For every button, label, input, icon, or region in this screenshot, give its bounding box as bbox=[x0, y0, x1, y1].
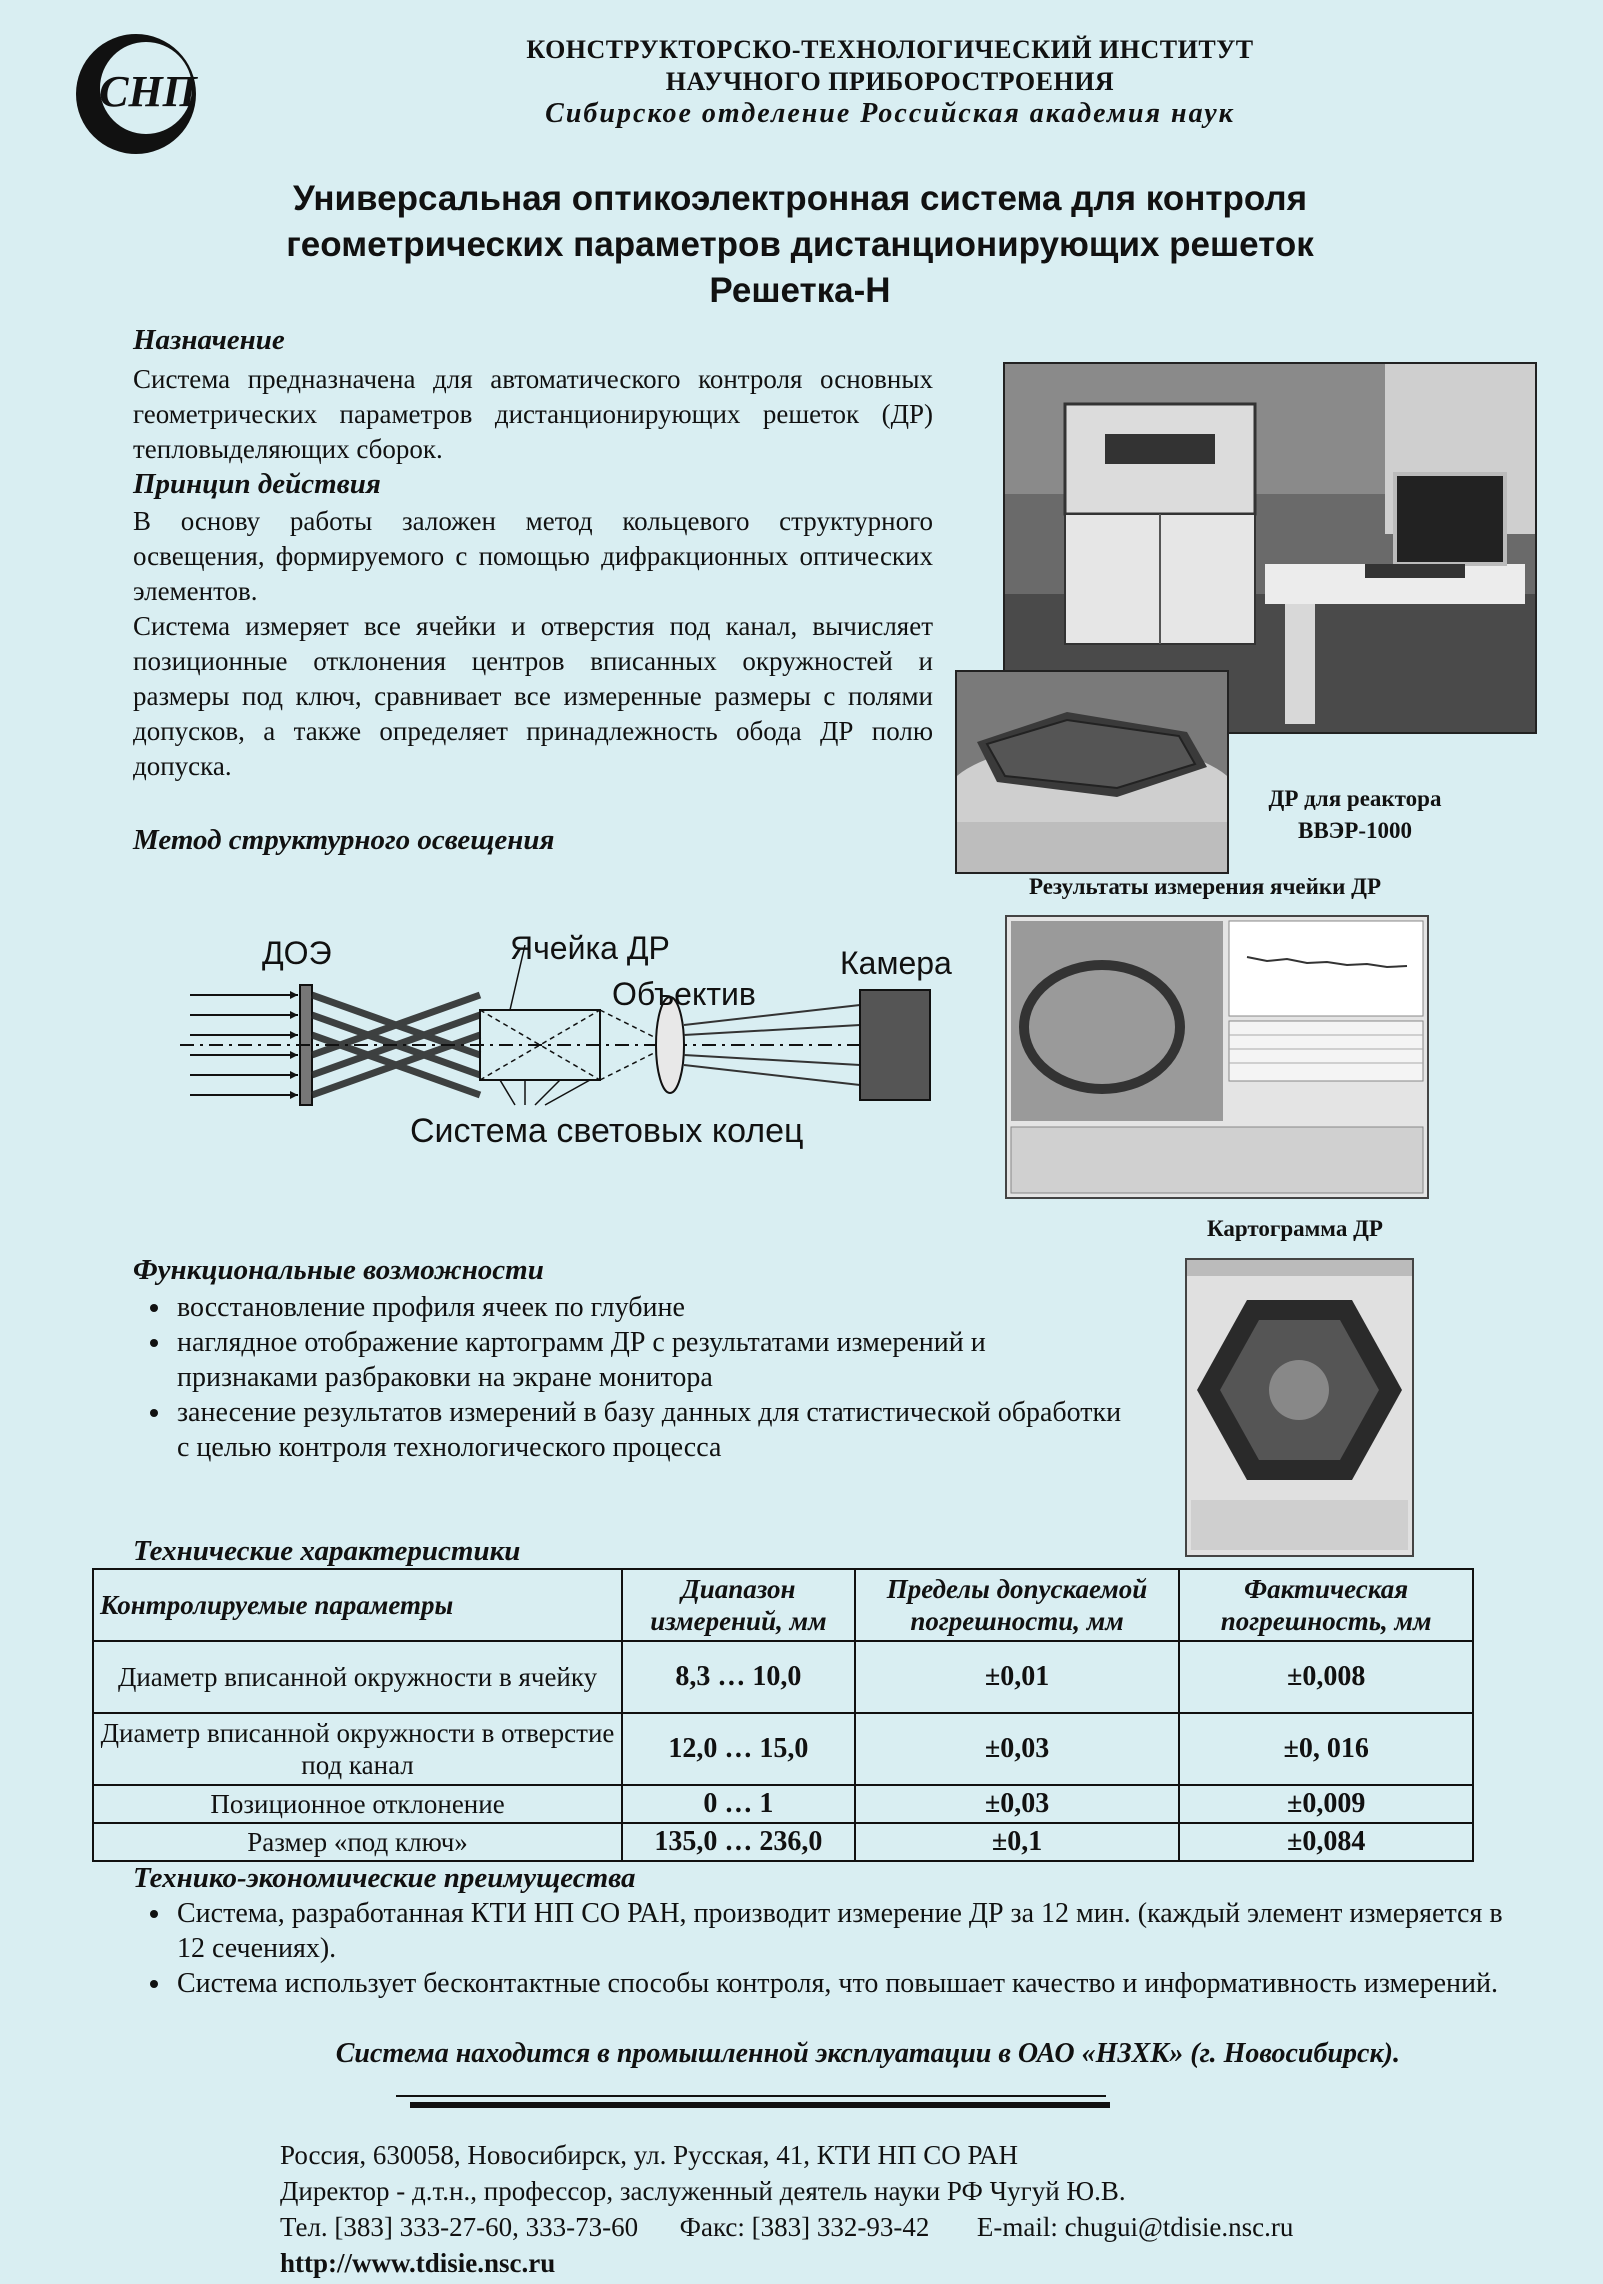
principle-text2: Система измеряет все ячейки и отверстия под канал, вычисляет позиционные отклонения центров вписанных окружностей и размеры под ключ, сравнивает все измеренные размеры с полями допусков, а также определяет принадлежность обода ДР полю допуска. bbox=[133, 611, 933, 781]
title-line3: Решетка-Н bbox=[709, 271, 891, 310]
footer-contacts bbox=[280, 2209, 1480, 2245]
header-institute bbox=[380, 34, 1400, 98]
advantages-item: • Система использует бесконтактные способы контроля, что повышает качество и информативность измерений. bbox=[173, 1966, 1513, 2001]
functions-item: • восстановление профиля ячеек по глубине bbox=[173, 1290, 1133, 1325]
table-row bbox=[93, 1823, 1473, 1861]
functions-item: • наглядное отображение картограмм ДР с результатами измерений и признаками разбраковки на экране монитора bbox=[173, 1325, 1133, 1395]
diagram-label-camera: Камера bbox=[840, 945, 952, 981]
column-header: Диапазон измерений, мм bbox=[622, 1569, 855, 1641]
table-cell: Размер «под ключ» bbox=[93, 1823, 622, 1861]
column-header: Пределы допускаемой погрешности, мм bbox=[855, 1569, 1180, 1641]
specs-table bbox=[92, 1568, 1474, 1862]
advantages-list bbox=[133, 1896, 1513, 2001]
table-cell: ±0,03 bbox=[855, 1713, 1180, 1785]
footer-fax: Факс: [383] 332-93-42 bbox=[679, 2212, 930, 2242]
results-screenshot bbox=[1005, 915, 1429, 1199]
divider-thin bbox=[396, 2095, 1106, 2097]
caption-dr-reactor bbox=[1240, 783, 1470, 847]
principle-text bbox=[133, 504, 933, 784]
cartogram-screenshot bbox=[1185, 1258, 1414, 1557]
diagram-label-cell: Ячейка ДР bbox=[510, 930, 670, 966]
diagram-label-lens: Объектив bbox=[612, 976, 756, 1012]
table-cell: 12,0 … 15,0 bbox=[622, 1713, 855, 1785]
footer bbox=[280, 2137, 1480, 2281]
table-cell: 8,3 … 10,0 bbox=[622, 1641, 855, 1713]
title-line1: Универсальная оптикоэлектронная система для контроля bbox=[292, 179, 1308, 218]
table-cell: ±0,1 bbox=[855, 1823, 1180, 1861]
divider-thick bbox=[410, 2102, 1110, 2108]
header-line2: НАУЧНОГО ПРИБОРОСТРОЕНИЯ bbox=[665, 67, 1115, 96]
table-cell: ±0, 016 bbox=[1179, 1713, 1473, 1785]
institute-logo bbox=[70, 28, 202, 160]
purpose-heading: Назначение bbox=[133, 324, 285, 356]
table-cell: 0 … 1 bbox=[622, 1785, 855, 1823]
column-header: Фактическая погрешность, мм bbox=[1179, 1569, 1473, 1641]
purpose-text: Система предназначена для автоматического контроля основных геометрических параметров дистанционирующих решеток (ДР) тепловыделяющих сборок. bbox=[133, 364, 933, 464]
table-cell: Диаметр вписанной окружности в отверстие под канал bbox=[93, 1713, 622, 1785]
exploitation-note: Система находится в промышленной эксплуатации в ОАО «НЗХК» (г. Новосибирск). bbox=[335, 2038, 1400, 2069]
footer-email-link[interactable]: E-mail: chugui@tdisie.nsc.ru bbox=[976, 2212, 1294, 2242]
diagram-label-doe: ДОЭ bbox=[262, 935, 332, 971]
advantages-item: • Система, разработанная КТИ НП СО РАН, производит измерение ДР за 12 мин. (каждый элемент измеряется в 12 сечениях). bbox=[173, 1896, 1513, 1966]
method-heading: Метод структурного освещения bbox=[133, 824, 555, 856]
table-header-row bbox=[93, 1569, 1473, 1641]
table-cell: ±0,008 bbox=[1179, 1641, 1473, 1713]
principle-heading: Принцип действия bbox=[133, 468, 381, 500]
table-cell: Диаметр вписанной окружности в ячейку bbox=[93, 1641, 622, 1713]
caption-dr-reactor-line2: ВВЭР-1000 bbox=[1298, 818, 1412, 843]
dr-photo bbox=[955, 670, 1229, 874]
diagram-label-rings: Система световых колец bbox=[410, 1112, 804, 1150]
functions-item: • занесение результатов измерений в базу данных для статистической обработки с целью контроля технологического процесса bbox=[173, 1395, 1133, 1465]
page-title bbox=[150, 176, 1450, 314]
specs-heading: Технические характеристики bbox=[133, 1535, 521, 1567]
table-row bbox=[93, 1713, 1473, 1785]
table-cell: ±0,009 bbox=[1179, 1785, 1473, 1823]
footer-director: Директор - д.т.н., профессор, заслуженный деятель науки РФ Чугуй Ю.В. bbox=[280, 2176, 1126, 2206]
table-cell: Позиционное отклонение bbox=[93, 1785, 622, 1823]
principle-text1: В основу работы заложен метод кольцевого структурного освещения, формируемого с помощью дифракционных оптических элементов. bbox=[133, 506, 933, 606]
functions-heading: Функциональные возможности bbox=[133, 1254, 544, 1286]
footer-address: Россия, 630058, Новосибирск, ул. Русская, 41, КТИ НП СО РАН bbox=[280, 2140, 1019, 2170]
functions-list bbox=[133, 1290, 1133, 1465]
table-cell: ±0,01 bbox=[855, 1641, 1180, 1713]
title-line2: геометрических параметров дистанционирующих решеток bbox=[286, 225, 1314, 264]
table-cell: 135,0 … 236,0 bbox=[622, 1823, 855, 1861]
table-cell: ±0,03 bbox=[855, 1785, 1180, 1823]
camera-box bbox=[860, 990, 930, 1100]
advantages-heading: Технико-экономические преимущества bbox=[133, 1862, 636, 1894]
header-line3: Сибирское отделение Российская академия наук bbox=[545, 98, 1235, 129]
column-header: Контролируемые параметры bbox=[93, 1569, 622, 1641]
caption-dr-reactor-line1: ДР для реактора bbox=[1268, 786, 1442, 811]
footer-phone: Тел. [383] 333-27-60, 333-73-60 bbox=[280, 2212, 639, 2242]
footer-website-link[interactable]: http://www.tdisie.nsc.ru bbox=[280, 2248, 556, 2278]
caption-results: Результаты измерения ячейки ДР bbox=[1028, 874, 1382, 899]
logo-text: СНП bbox=[99, 67, 197, 116]
header-line1: КОНСТРУКТОРСКО-ТЕХНОЛОГИЧЕСКИЙ ИНСТИТУТ bbox=[526, 35, 1254, 64]
caption-cartogram: Картограмма ДР bbox=[1207, 1216, 1383, 1241]
table-row bbox=[93, 1641, 1473, 1713]
table-row bbox=[93, 1785, 1473, 1823]
table-cell: ±0,084 bbox=[1179, 1823, 1473, 1861]
